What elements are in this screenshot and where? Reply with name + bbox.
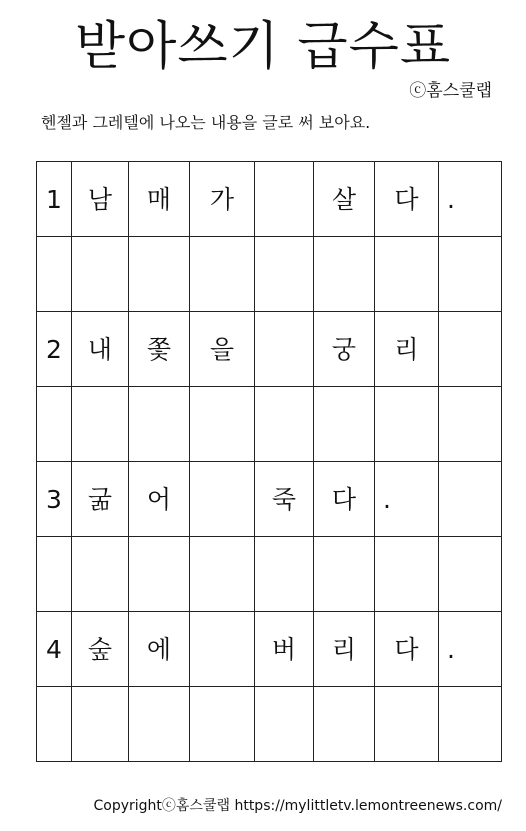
grid-cell: 리 [375, 312, 439, 387]
grid-row [37, 612, 502, 687]
grid-cell [375, 237, 439, 312]
grid-cell: 남 [72, 162, 129, 237]
grid-cell: 을 [190, 312, 255, 387]
writing-grid [36, 161, 502, 762]
grid-cell [255, 312, 314, 387]
row-number-cell: 1 [37, 162, 72, 237]
grid-cell [129, 537, 190, 612]
grid-cell: 숲 [72, 612, 129, 687]
row-number-cell: 4 [37, 612, 72, 687]
grid-cell: 다 [375, 162, 439, 237]
grid-cell [72, 537, 129, 612]
row-number-cell [37, 537, 72, 612]
copyright-footer: Copyrightⓒ홈스쿨랩 https://mylittletv.lemontreenews.com/ [93, 798, 502, 814]
grid-cell: 매 [129, 162, 190, 237]
grid-cell [439, 687, 502, 762]
grid-cell [439, 237, 502, 312]
grid-cell: 어 [129, 462, 190, 537]
instruction-text: 헨젤과 그레텔에 나오는 내용을 글로 써 보아요. [41, 113, 371, 132]
grid-cell [314, 537, 375, 612]
grid-cell [129, 237, 190, 312]
grid-cell [375, 687, 439, 762]
grid-cell [439, 312, 502, 387]
grid-cell [72, 237, 129, 312]
row-number-cell: 2 [37, 312, 72, 387]
grid-cell [314, 687, 375, 762]
grid-cell: 내 [72, 312, 129, 387]
grid-cell [375, 537, 439, 612]
grid-cell: 굶 [72, 462, 129, 537]
grid-cell: . [439, 612, 502, 687]
row-number-cell [37, 237, 72, 312]
grid-cell [129, 687, 190, 762]
row-number-cell [37, 387, 72, 462]
grid-cell [255, 237, 314, 312]
grid-row [37, 462, 502, 537]
grid-cell [375, 387, 439, 462]
grid-cell [72, 687, 129, 762]
grid-cell [439, 537, 502, 612]
grid-cell [255, 387, 314, 462]
grid-cell [314, 387, 375, 462]
brand-label: ⓒ홈스쿨랩 [409, 81, 492, 101]
grid-cell [190, 462, 255, 537]
grid-cell: 다 [375, 612, 439, 687]
grid-cell [190, 537, 255, 612]
grid-cell: . [439, 162, 502, 237]
grid-cell [255, 162, 314, 237]
grid-cell: 살 [314, 162, 375, 237]
grid-cell [72, 387, 129, 462]
grid-cell [255, 687, 314, 762]
row-number-cell: 3 [37, 462, 72, 537]
grid-cell: 가 [190, 162, 255, 237]
grid-cell: 죽 [255, 462, 314, 537]
grid-cell [129, 387, 190, 462]
grid-cell: 에 [129, 612, 190, 687]
worksheet-title: 받아쓰기 급수표 [74, 17, 452, 77]
grid-cell: 궁 [314, 312, 375, 387]
grid-cell [255, 537, 314, 612]
grid-row [37, 687, 502, 762]
grid-cell [190, 237, 255, 312]
grid-cell [439, 387, 502, 462]
grid-cell: . [375, 462, 439, 537]
grid-row [37, 387, 502, 462]
grid-row [37, 537, 502, 612]
grid-cell: 리 [314, 612, 375, 687]
grid-cell: 다 [314, 462, 375, 537]
grid-cell [190, 612, 255, 687]
grid-cell [190, 687, 255, 762]
row-number-cell [37, 687, 72, 762]
grid-cell [314, 237, 375, 312]
grid-cell [190, 387, 255, 462]
grid-cell: 쫓 [129, 312, 190, 387]
grid-row [37, 237, 502, 312]
grid-row [37, 162, 502, 237]
grid-row [37, 312, 502, 387]
grid-cell [439, 462, 502, 537]
grid-cell: 버 [255, 612, 314, 687]
